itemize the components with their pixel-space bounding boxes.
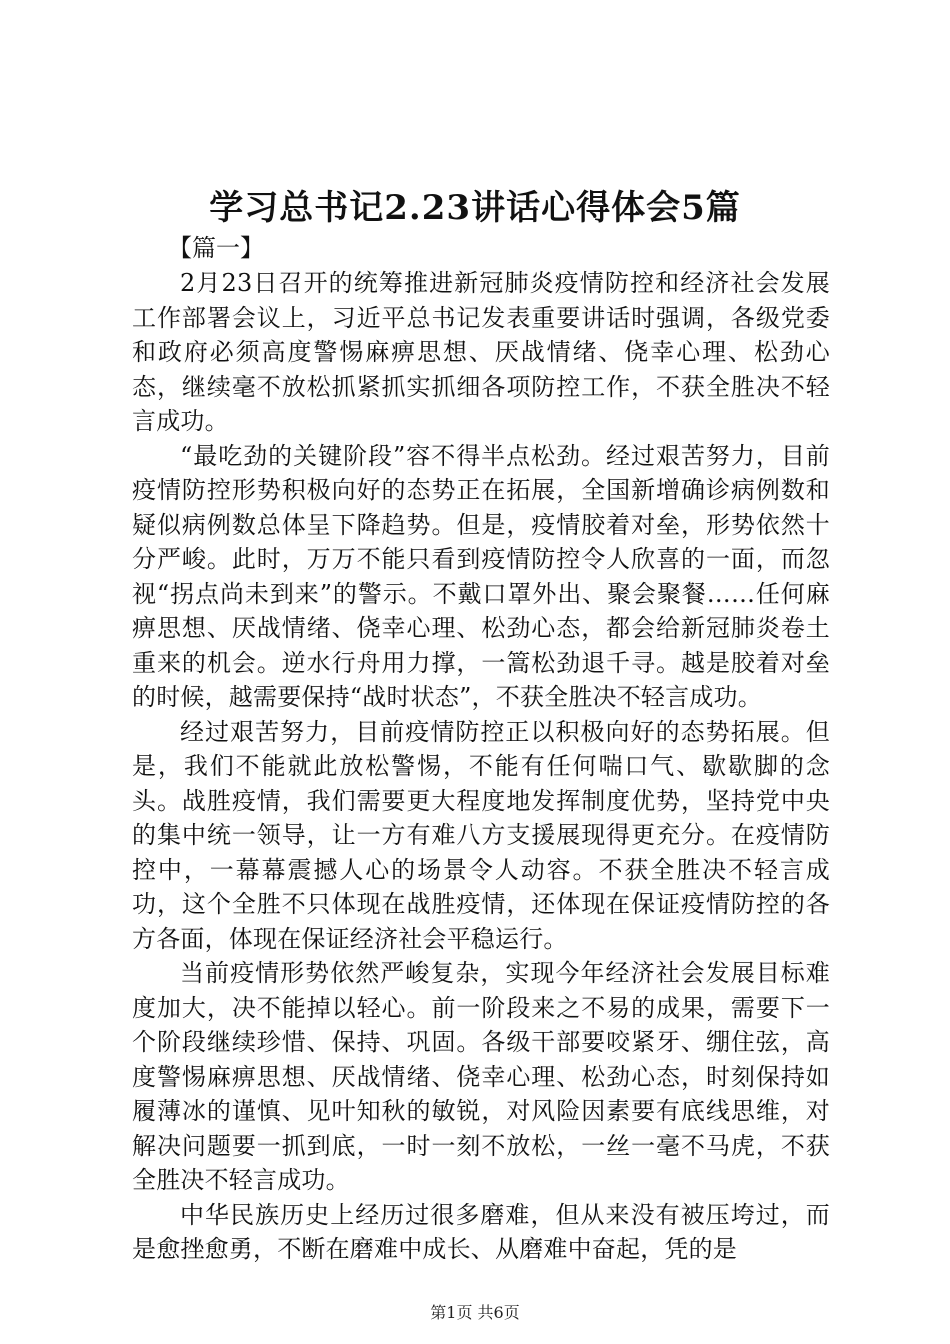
document-body bbox=[132, 266, 830, 1267]
document-title: 学习总书记2.23讲话心得体会5篇 bbox=[209, 188, 741, 228]
paragraph-1: 2月23日召开的统筹推进新冠肺炎疫情防控和经济社会发展工作部署会议上，习近平总书记发表重要讲话时强调，各级党委和政府必须高度警惕麻痹思想、厌战情绪、侥幸心理、松劲心态，继续毫不放松抓紧抓实抓细各项防控工作，不获全胜决不轻言成功。 bbox=[132, 269, 830, 435]
paragraph-4: 当前疫情形势依然严峻复杂，实现今年经济社会发展目标难度加大，决不能掉以轻心。前一阶段来之不易的成果，需要下一个阶段继续珍惜、保持、巩固。各级干部要咬紧牙、绷住弦，高度警惕麻痹思想、厌战情绪、侥幸心理、松劲心态，时刻保持如履薄冰的谨慎、见叶知秋的敏锐，对风险因素要有底线思维，对解决问题要一抓到底，一时一刻不放松，一丝一毫不马虎，不获全胜决不轻言成功。 bbox=[132, 959, 830, 1194]
paragraph-5: 中华民族历史上经历过很多磨难，但从来没有被压垮过，而是愈挫愈勇，不断在磨难中成长、从磨难中奋起，凭的是 bbox=[132, 1200, 830, 1263]
paragraph-2: “最吃劲的关键阶段”容不得半点松劲。经过艰苦努力，目前疫情防控形势积极向好的态势正在拓展，全国新增确诊病例数和疑似病例数总体呈下降趋势。但是，疫情胶着对垒，形势依然十分严峻。此时，万万不能只看到疫情防控令人欣喜的一面，而忽视“拐点尚未到来”的警示。不戴口罩外出、聚会聚餐……任何麻痹思想、厌战情绪、侥幸心理、松劲心态，都会给新冠肺炎卷土重来的机会。逆水行舟用力撑，一篙松劲退千寻。越是胶着对垒的时候，越需要保持“战时状态”，不获全胜决不轻言成功。 bbox=[132, 441, 830, 711]
section-heading: 【篇一】 bbox=[168, 234, 264, 262]
paragraph-3: 经过艰苦努力，目前疫情防控正以积极向好的态势拓展。但是，我们不能就此放松警惕，不能有任何喘口气、歇歇脚的念头。战胜疫情，我们需要更大程度地发挥制度优势，坚持党中央的集中统一领导，让一方有难八方支援展现得更充分。在疫情防控中，一幕幕震撼人心的场景令人动容。不获全胜决不轻言成功，这个全胜不只体现在战胜疫情，还体现在保证疫情防控的各方各面，体现在保证经济社会平稳运行。 bbox=[132, 717, 830, 953]
page-footer: 第1页 共6页 bbox=[430, 1303, 520, 1322]
